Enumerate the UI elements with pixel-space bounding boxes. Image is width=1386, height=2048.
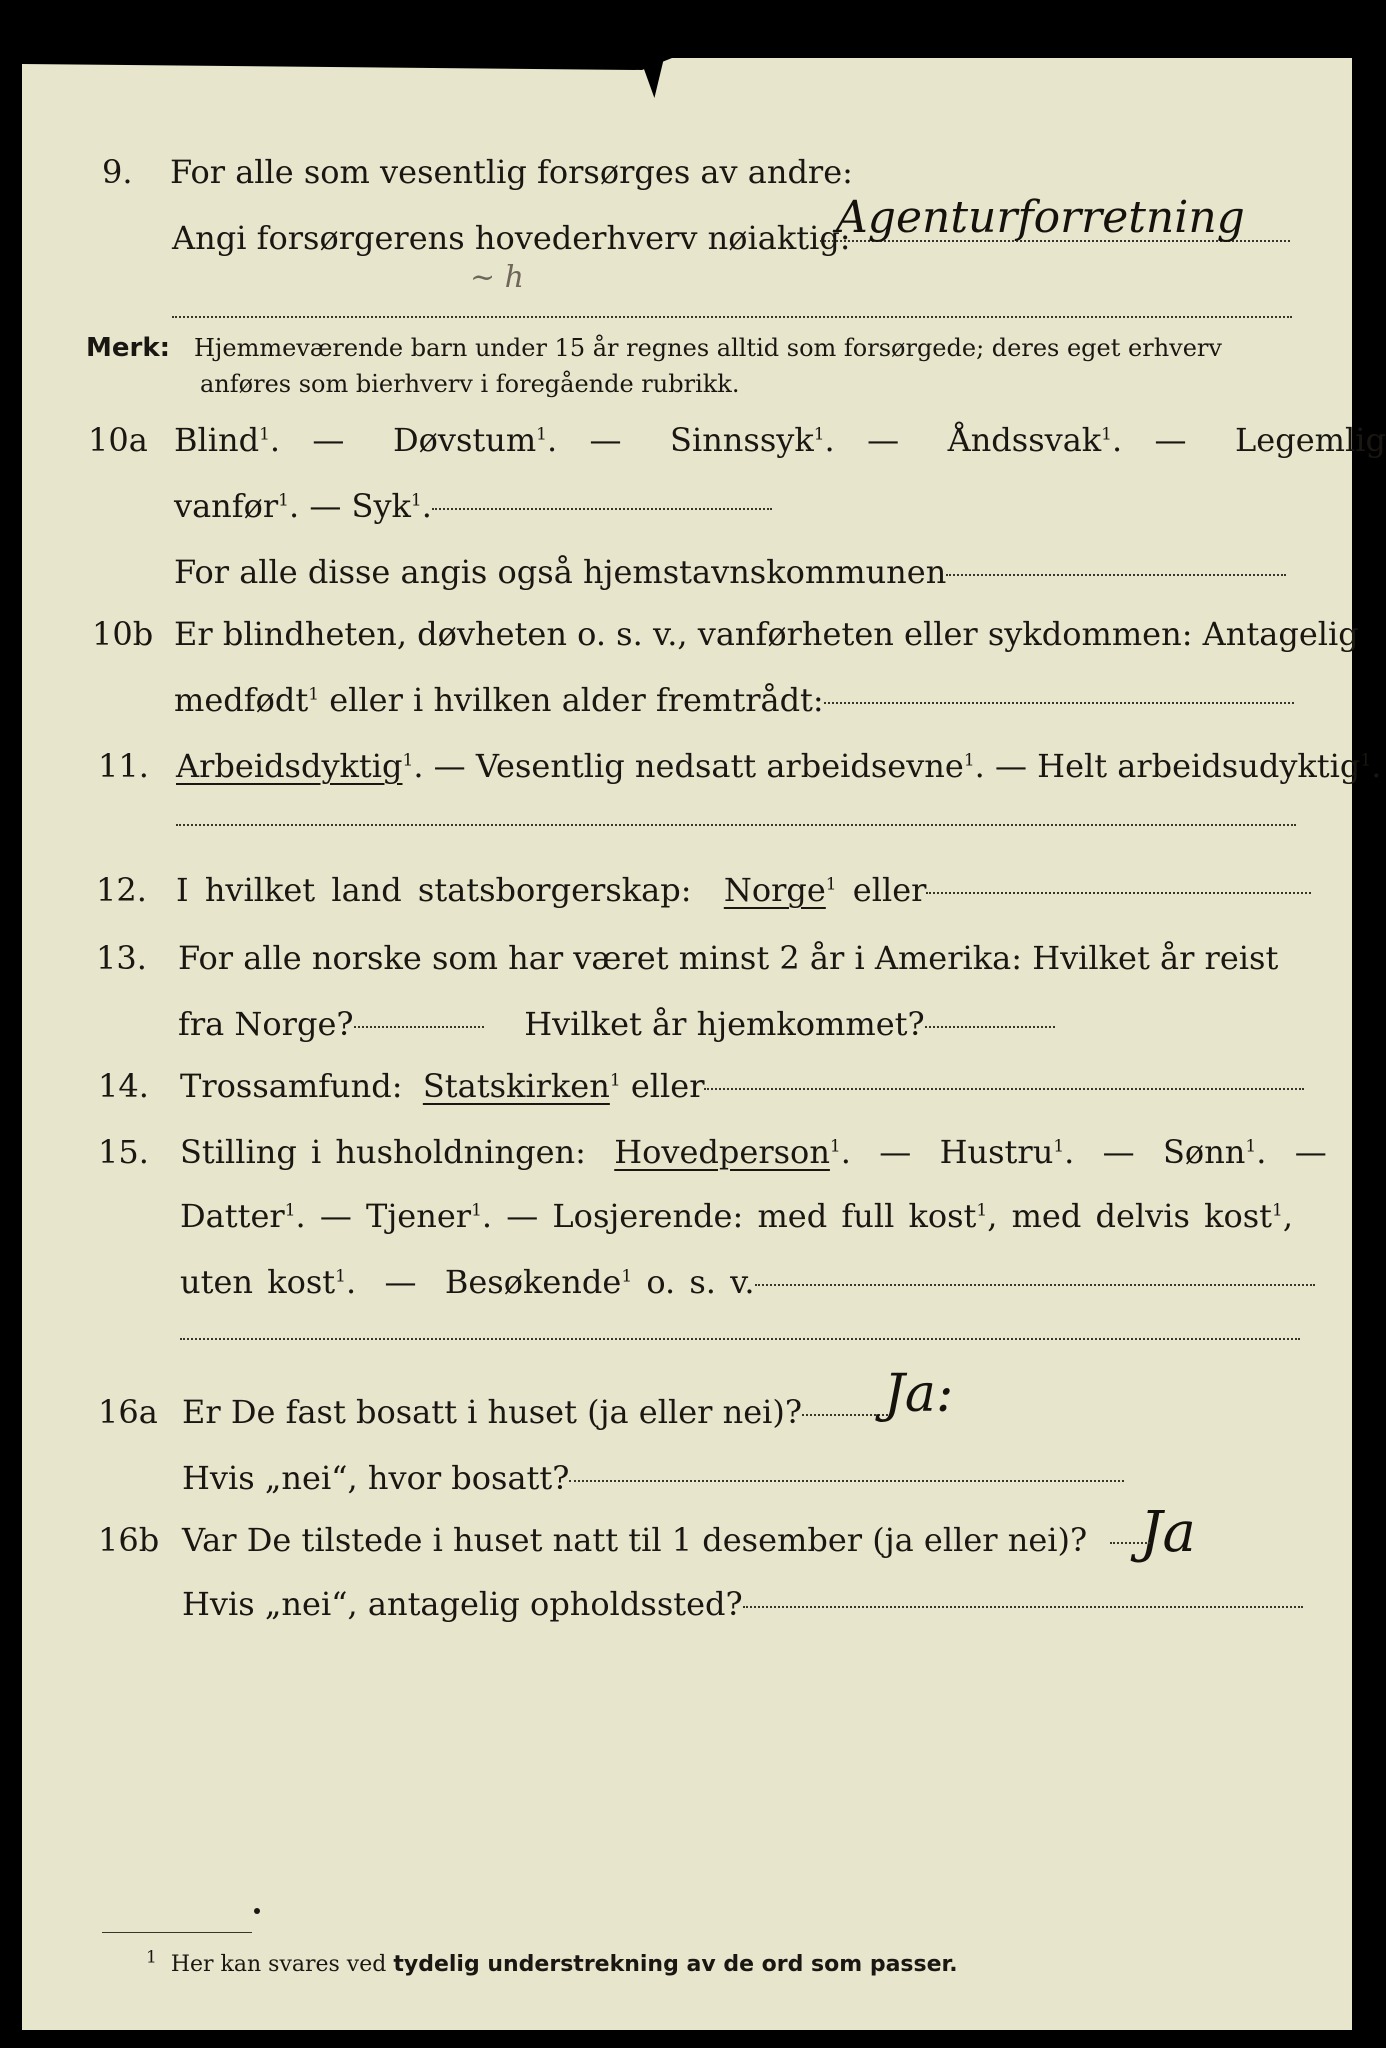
q9-number: 9. xyxy=(102,153,133,191)
q10b-row xyxy=(92,614,1359,654)
q10b-number: 10b xyxy=(92,615,154,653)
merk-label: Merk: xyxy=(86,333,171,363)
q12-number: 12. xyxy=(96,871,147,909)
q12-line: I hvilket land statsborgerskap: Norge$^1$ eller xyxy=(176,870,1311,910)
q16b-handwritten-answer: Ja xyxy=(1140,1500,1196,1565)
q11-row xyxy=(98,746,1382,786)
q10b-dots xyxy=(824,702,1294,704)
merk-line1: Hjemmeværende barn under 15 år regnes alltid som forsørgede; deres eget erhverv xyxy=(194,334,1222,362)
q15-blank-line xyxy=(180,1338,1300,1340)
q12-norge-underlined: Norge xyxy=(723,871,826,909)
q9-pencil-mark: ~ h xyxy=(470,260,524,295)
q16b-dots xyxy=(1110,1542,1150,1544)
q16a-row xyxy=(98,1392,803,1432)
q11-options: Arbeidsdyktig$^1$. — Vesentlig nedsatt arbeidsevne$^1$. — Helt arbeidsudyktig$^1$. xyxy=(176,747,1382,785)
q16b-line2: Hvis „nei“, antagelig opholdssted? xyxy=(182,1584,1303,1624)
q16a-line2: Hvis „nei“, hvor bosatt? xyxy=(182,1458,1124,1498)
ink-dot xyxy=(254,1908,260,1914)
q14-line: Trossamfund: Statskirken$^1$ eller xyxy=(180,1066,1304,1106)
q10b-line1: Er blindheten, døvheten o. s. v., vanførheten eller sykdommen: Antagelig xyxy=(174,615,1359,653)
q14-number: 14. xyxy=(98,1067,149,1105)
q15-line2: Datter$^1$. — Tjener$^1$. — Losjerende: med full kost$^1$, med delvis kost$^1$, xyxy=(180,1197,1294,1235)
q16b-opholdssted-dots xyxy=(743,1606,1303,1608)
q9-handwritten-answer: Agenturforretning xyxy=(836,192,1245,243)
q11-blank-line xyxy=(176,824,1296,826)
q9-blank-line xyxy=(172,316,1292,318)
q15-number: 15. xyxy=(98,1133,149,1171)
q9-line1: For alle som vesentlig forsørges av andre: xyxy=(170,153,853,191)
q14-row xyxy=(98,1066,705,1106)
q9-line2: Angi forsørgerens hovederhverv nøiaktig: xyxy=(172,219,851,257)
q16a-line1: Er De fast bosatt i huset (ja eller nei)? xyxy=(182,1392,892,1432)
q10a-line2: vanfør$^1$. — Syk$^1$. xyxy=(174,486,772,526)
q16a-number: 16a xyxy=(98,1393,158,1431)
q13-row xyxy=(96,938,1279,978)
q9-line2-row xyxy=(172,218,851,258)
q13-line1: For alle norske som har været minst 2 år i Amerika: Hvilket år reist xyxy=(178,939,1279,977)
q13-line2: fra Norge? Hvilket år hjemkommet? xyxy=(178,1004,1055,1044)
q16a-handwritten-answer: Ja: xyxy=(884,1364,954,1424)
q12-dots xyxy=(926,892,1311,894)
q12-row xyxy=(96,870,927,910)
q15-line1: Stilling i husholdningen: Hovedperson$^1$. — Hustru$^1$. — Sønn$^1$. — xyxy=(180,1133,1327,1171)
q16a-bosatt-dots xyxy=(569,1480,1124,1482)
footnote-rule xyxy=(102,1932,252,1933)
q13-hjemkommet-dots xyxy=(925,1026,1055,1028)
q10a-number: 10a xyxy=(88,421,148,459)
q15-dots xyxy=(755,1284,1315,1286)
q9-row xyxy=(102,152,853,192)
q11-number: 11. xyxy=(98,747,149,785)
q10a-syk-dots xyxy=(432,508,772,510)
q16b-row xyxy=(98,1520,1088,1560)
q14-statskirken-underlined: Statskirken xyxy=(422,1067,610,1105)
q16a-dots xyxy=(802,1414,892,1416)
q14-dots xyxy=(704,1088,1304,1090)
q10a-row xyxy=(88,420,1386,460)
merk-line2: anføres som bierhverv i foregående rubrikk. xyxy=(200,370,740,398)
footnote-bold: tydelig understrekning av de ord som passer. xyxy=(393,1952,958,1977)
q15-hovedperson-underlined: Hovedperson xyxy=(614,1133,830,1171)
footnote: $^1$ Her kan svares ved tydelig understrekning av de ord som passer. xyxy=(146,1947,958,1977)
q15-row xyxy=(98,1132,1327,1172)
merk-note xyxy=(86,328,1222,368)
q13-number: 13. xyxy=(96,939,147,977)
q10a-line3: For alle disse angis også hjemstavnskommunen xyxy=(174,552,1286,592)
q16b-number: 16b xyxy=(98,1521,160,1559)
q10a-line1: Blind$^1$. — Døvstum$^1$. — Sinnssyk$^1$. — Åndssvak$^1$. — Legemlig xyxy=(174,421,1386,459)
q13-reist-dots xyxy=(354,1026,484,1028)
q10a-hjemstavn-dots xyxy=(946,574,1286,576)
merk-line2-row xyxy=(200,364,739,404)
q16b-line1: Var De tilstede i huset natt til 1 desember (ja eller nei)? xyxy=(182,1521,1088,1559)
q15-line3: uten kost$^1$. — Besøkende$^1$ o. s. v. xyxy=(180,1262,1315,1302)
q10b-line2: medfødt$^1$ eller i hvilken alder fremtrådt: xyxy=(174,680,1294,720)
q11-arbeidsdyktig-underlined: Arbeidsdyktig xyxy=(176,747,403,785)
